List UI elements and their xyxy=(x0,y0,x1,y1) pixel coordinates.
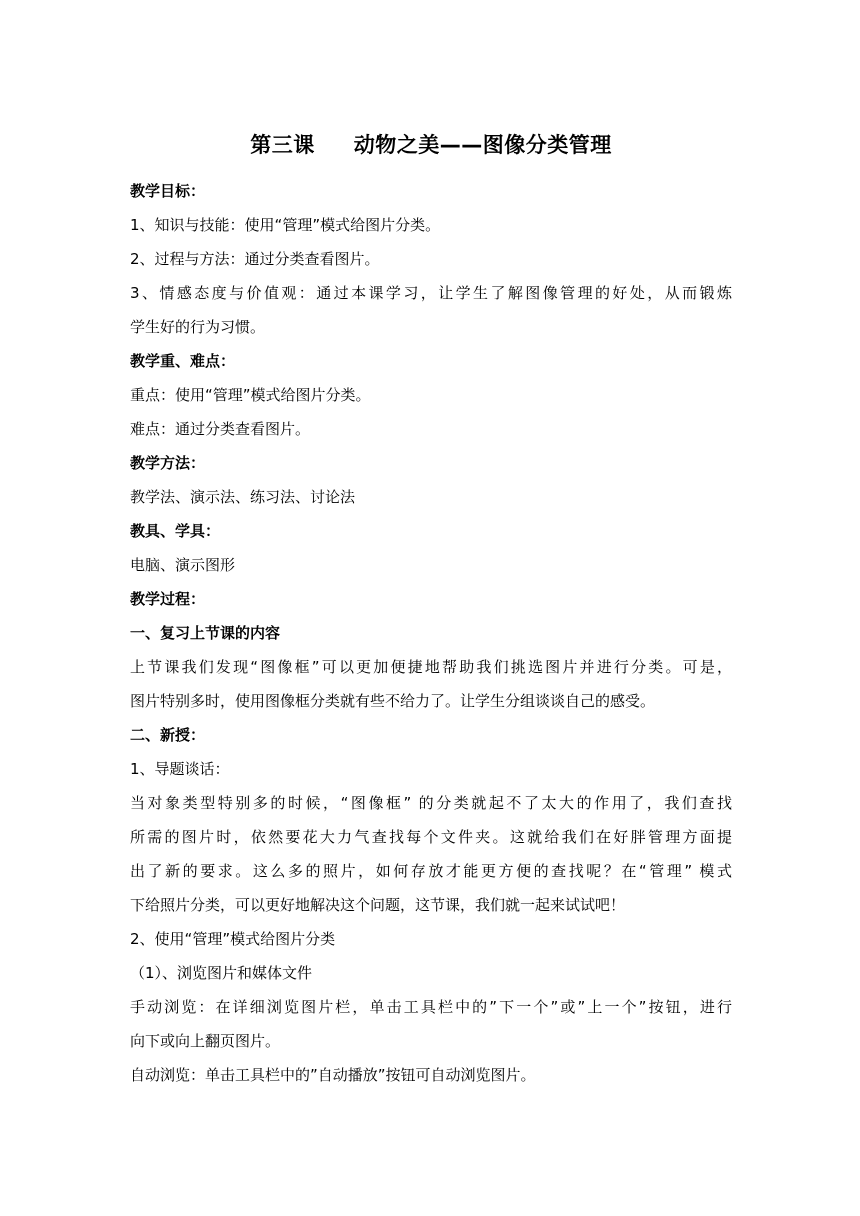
difficult-point: 难点：通过分类查看图片。 xyxy=(130,420,311,438)
section-2-heading: 二、新授： xyxy=(130,726,206,744)
objective-item-3-line: 3、情感态度与价值观：通过本课学习，让学生了解图像管理的好处，从而锻炼 xyxy=(130,284,732,302)
lesson-title: 第三课 动物之美——图像分类管理 xyxy=(250,133,612,157)
key-points-heading: 教学重、难点： xyxy=(130,352,236,370)
objective-item-3-line: 学生好的行为习惯。 xyxy=(130,318,266,336)
paragraph-line: 图片特别多时，使用图像框分类就有些不给力了。让学生分组谈谈自己的感受。 xyxy=(130,692,656,710)
subsection-2-heading: 2、使用“管理”模式给图片分类 xyxy=(130,930,336,948)
paragraph-line: 上节课我们发现“图像框”可以更加便捷地帮助我们挑选图片并进行分类。可是， xyxy=(130,658,732,676)
manual-browse-paragraph xyxy=(130,990,732,1058)
tools-heading: 教具、学具： xyxy=(130,522,221,540)
subsection-2-1-heading: （1）、浏览图片和媒体文件 xyxy=(130,964,313,982)
key-point: 重点：使用“管理”模式给图片分类。 xyxy=(130,386,371,404)
process-heading: 教学过程： xyxy=(130,590,206,608)
subsection-1-paragraph xyxy=(130,786,732,922)
methods-text: 教学法、演示法、练习法、讨论法 xyxy=(130,488,356,506)
paragraph-line: 向下或向上翻页图片。 xyxy=(130,1032,281,1050)
paragraph-line: 出了新的要求。这么多的照片，如何存放才能更方便的查找呢？在“管理” 模式 xyxy=(130,862,732,880)
paragraph-line: 当对象类型特别多的时候，“图像框” 的分类就起不了太大的作用了，我们查找 xyxy=(130,794,732,812)
objective-item-1: 1、知识与技能：使用“管理”模式给图片分类。 xyxy=(130,216,441,234)
paragraph-line: 下给照片分类，可以更好地解决这个问题，这节课，我们就一起来试试吧！ xyxy=(130,896,626,914)
methods-heading: 教学方法： xyxy=(130,454,206,472)
objectives-heading: 教学目标： xyxy=(130,182,206,200)
auto-browse-paragraph: 自动浏览：单击工具栏中的”自动播放”按钮可自动浏览图片。 xyxy=(130,1066,536,1084)
paragraph-line: 所需的图片时，依然要花大力气查找每个文件夹。这就给我们在好胖管理方面提 xyxy=(130,828,732,846)
section-1-paragraph xyxy=(130,650,732,718)
objective-item-3 xyxy=(130,276,732,344)
objective-item-2: 2、过程与方法：通过分类查看图片。 xyxy=(130,250,380,268)
section-1-heading: 一、复习上节课的内容 xyxy=(130,624,281,642)
paragraph-line: 手动浏览：在详细浏览图片栏，单击工具栏中的”下一个”或”上一个”按钮，进行 xyxy=(130,998,732,1016)
subsection-1-heading: 1、导题谈话： xyxy=(130,760,230,778)
tools-text: 电脑、演示图形 xyxy=(130,556,236,574)
